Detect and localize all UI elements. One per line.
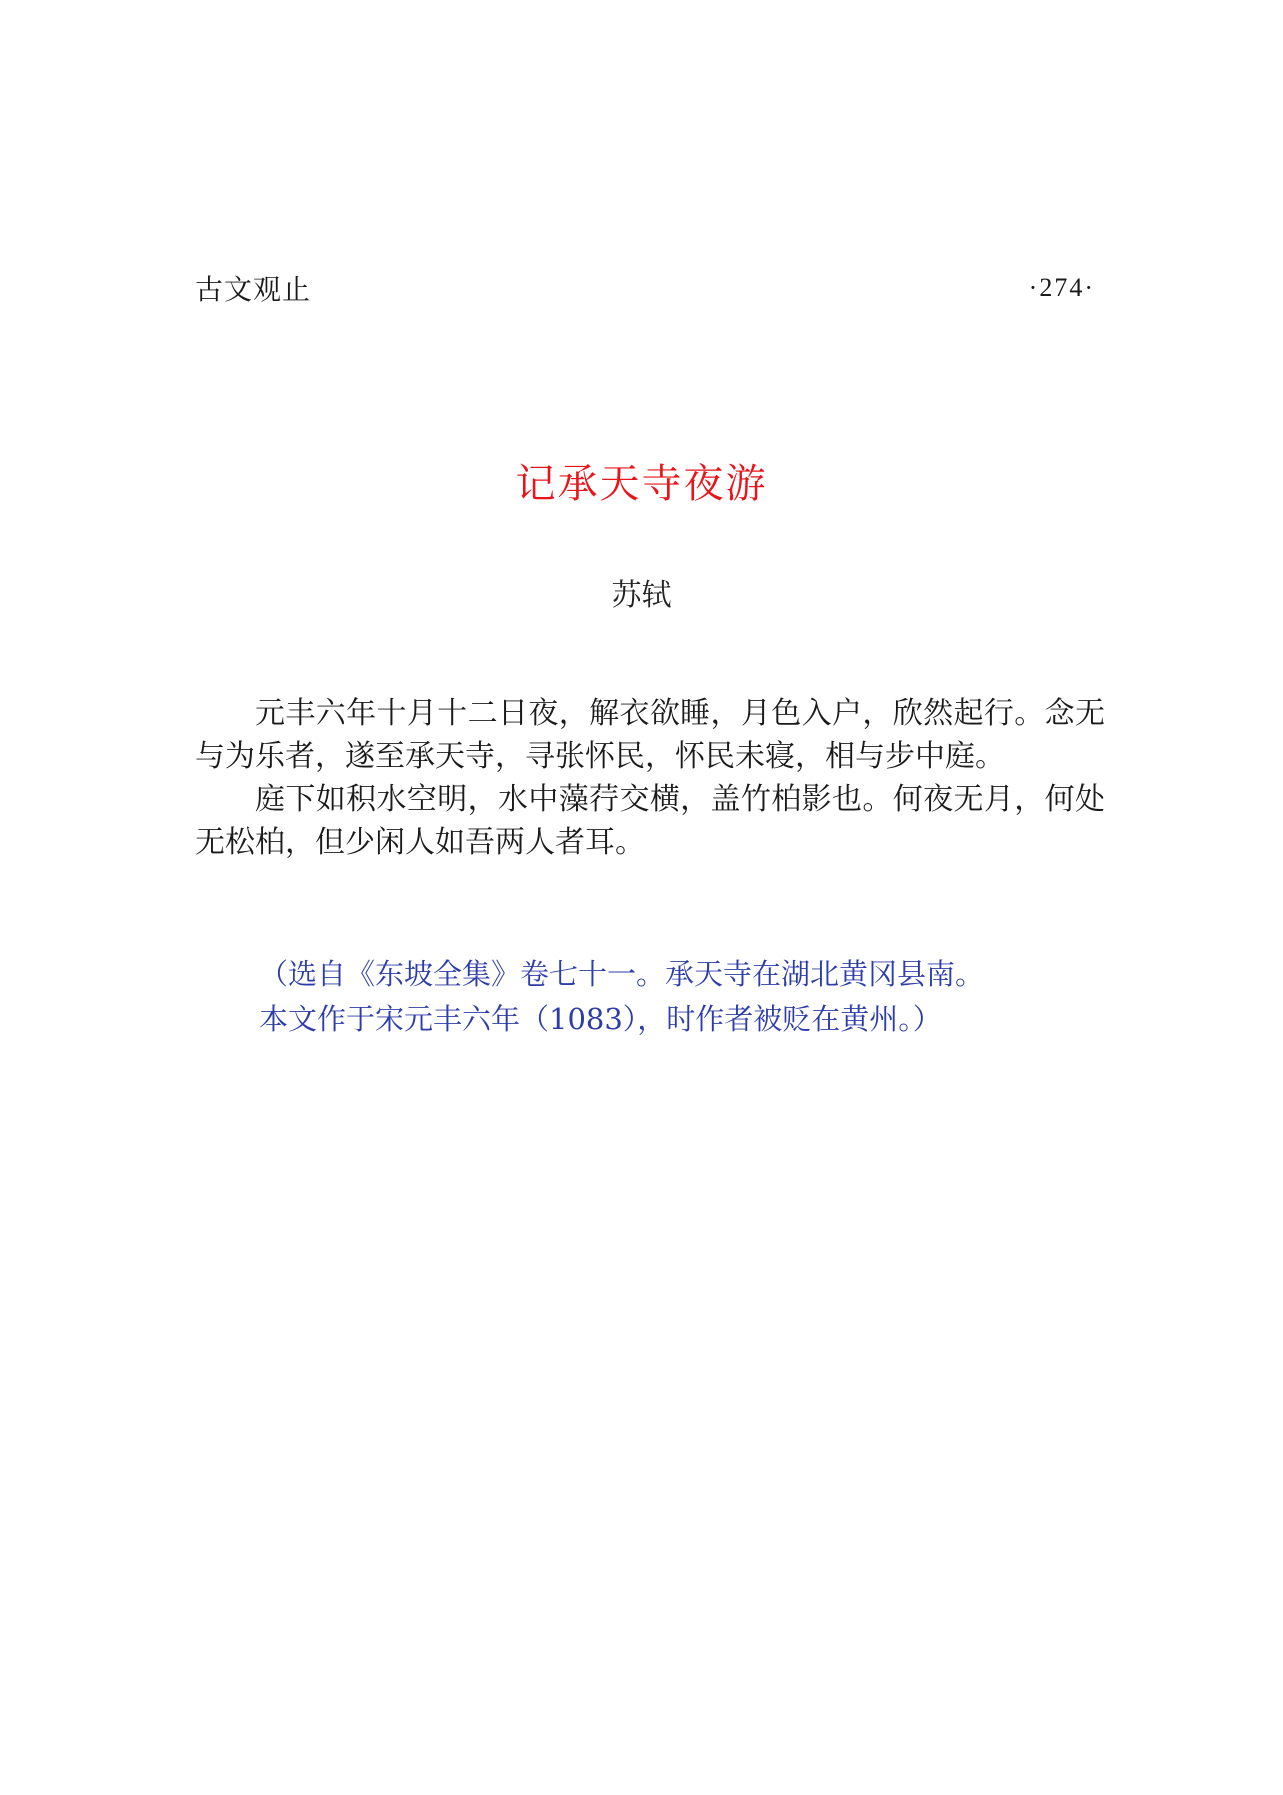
article-author: 苏轼 bbox=[611, 578, 672, 613]
page-number: ·274· bbox=[1028, 273, 1095, 302]
running-header bbox=[195, 266, 1095, 310]
article-title: 记承天寺夜游 bbox=[515, 461, 768, 507]
book-title: 古文观止 bbox=[195, 273, 312, 306]
body-paragraph: 元丰六年十月十二日夜，解衣欲睡，月色入户，欣然起行。念无与为乐者，遂至承天寺，寻张怀民，怀民未寝，相与步中庭。 bbox=[195, 696, 1105, 774]
article-body bbox=[195, 692, 1105, 864]
note-line: 本文作于宋元丰六年（1083），时作者被贬在黄州。） bbox=[259, 1002, 942, 1036]
note-line: （选自《东坡全集》卷七十一。承天寺在湖北黄冈县南。 bbox=[259, 957, 985, 991]
body-paragraph: 庭下如积水空明，水中藻荇交横，盖竹柏影也。何夜无月，何处无松柏，但少闲人如吾两人者耳。 bbox=[195, 782, 1105, 860]
source-note bbox=[259, 952, 1139, 1042]
